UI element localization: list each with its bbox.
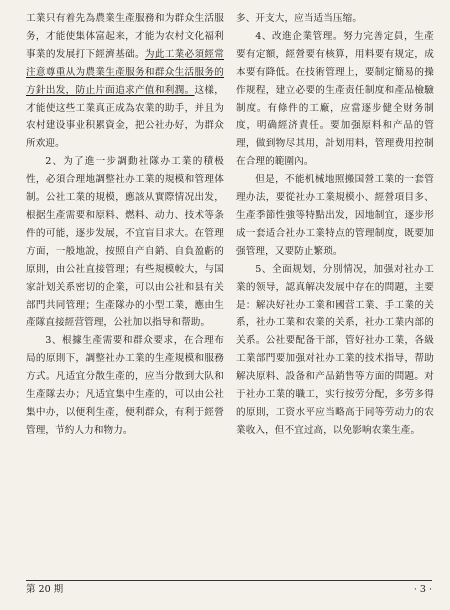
- paragraph-text: 这樣，才能使这些工業真正成為农業的助手，并且为农村建设事业积累資金，把公社办好，为群众所欢迎。: [26, 84, 224, 150]
- paragraph: 但是，不能机械地照搬国營工業的一套管理办法，要從社办工業規模小、經營項目多、生產季節性強等特點出发，因地制宜，逐步形成一套适合社办工業特点的管理制度，既要加强管理，又要防止繁琐。: [236, 174, 434, 257]
- page-footer: [26, 580, 432, 599]
- document-page: [20, 10, 432, 600]
- left-column: [26, 10, 224, 570]
- page-number: · 3 ·: [413, 584, 432, 595]
- paragraph: 多、开支大，应当适当压缩。: [236, 13, 363, 24]
- issue-number: 第 20 期: [26, 584, 64, 595]
- underlined-text: 从为農業生產服务和群众生活服务的方針出发，: [26, 66, 224, 96]
- paragraph: 4、改進企業管理。努力完善定員，生產要有定額，經營要有核算，用料要有规定，成本要有降低。在技術管理上，要制定簡易的操作规程，建立必要的生產责任制度和產品檢驗制度。有條件的工廠，应當逐步健全财务制度，明确經济責任。要加强原料和产品的管理，做到物尽其用，計划用料，管理费用控制在合理的範圍內。: [236, 30, 434, 168]
- right-column: [236, 10, 434, 570]
- underlined-text: 防止片面追求产值和利潤。: [75, 84, 195, 96]
- paragraph: 2、为了進一步調動社隊办工業的積极性，必須合理地調整社办工業的規模和管理体制。公社工業的規模，應該从實際情况出发，根据生產需要和原料、燃料、动力、技术等条件的可能，逐步发展，不宜盲目求大。在管理方面，一般地說，按照自产自銷、自負盈虧的原則，由公社直接管理；有些規模較大，与国家計划关系密切的企業，可以由公社和县有关部門共同管理；生產隊办的小型工業，應由生產隊直接經营管理，公社加以指导和帮助。: [26, 156, 224, 329]
- paragraph-text: 工業只有着先為農業生產服務和为群众生活服务，才能使集体富起来，才能为农村文化福利事業的发展打下經濟基础。: [26, 13, 224, 60]
- underlined-text: 为此工業必須經常注意尊重: [26, 48, 224, 78]
- paragraph: [26, 10, 224, 153]
- paragraph: 3、根據生產需要和群众要求，在合理布局的原則下，調整社办工業的生產規模和服務方式。凡适宜分散生產的，应当分散到大队和生產隊去办；凡适宜集中生產的，可以由公社集中办，以便利生產，便利群众，有利于經營管理，节約人力和物力。: [26, 335, 224, 436]
- paragraph: 5、全面规划，分別情况，加强对社办工業的领导，認真解决发展中存在的問題，主要是：解决好社办工業和國营工業、手工業的关系，社办工業和农業的关系，社办工業内部的关系。公社要配备干部，管好社办工業，各級工業部門要加强对社办工業的技术指导，帮助解决原料、設备和产品銷售等方面的問題。对于社办工業的職工，实行按劳分配，多劳多得的原則，工资水平应当略高于同等劳动力的农業收入，但不宜过高，以免影响农業生產。: [236, 263, 434, 436]
